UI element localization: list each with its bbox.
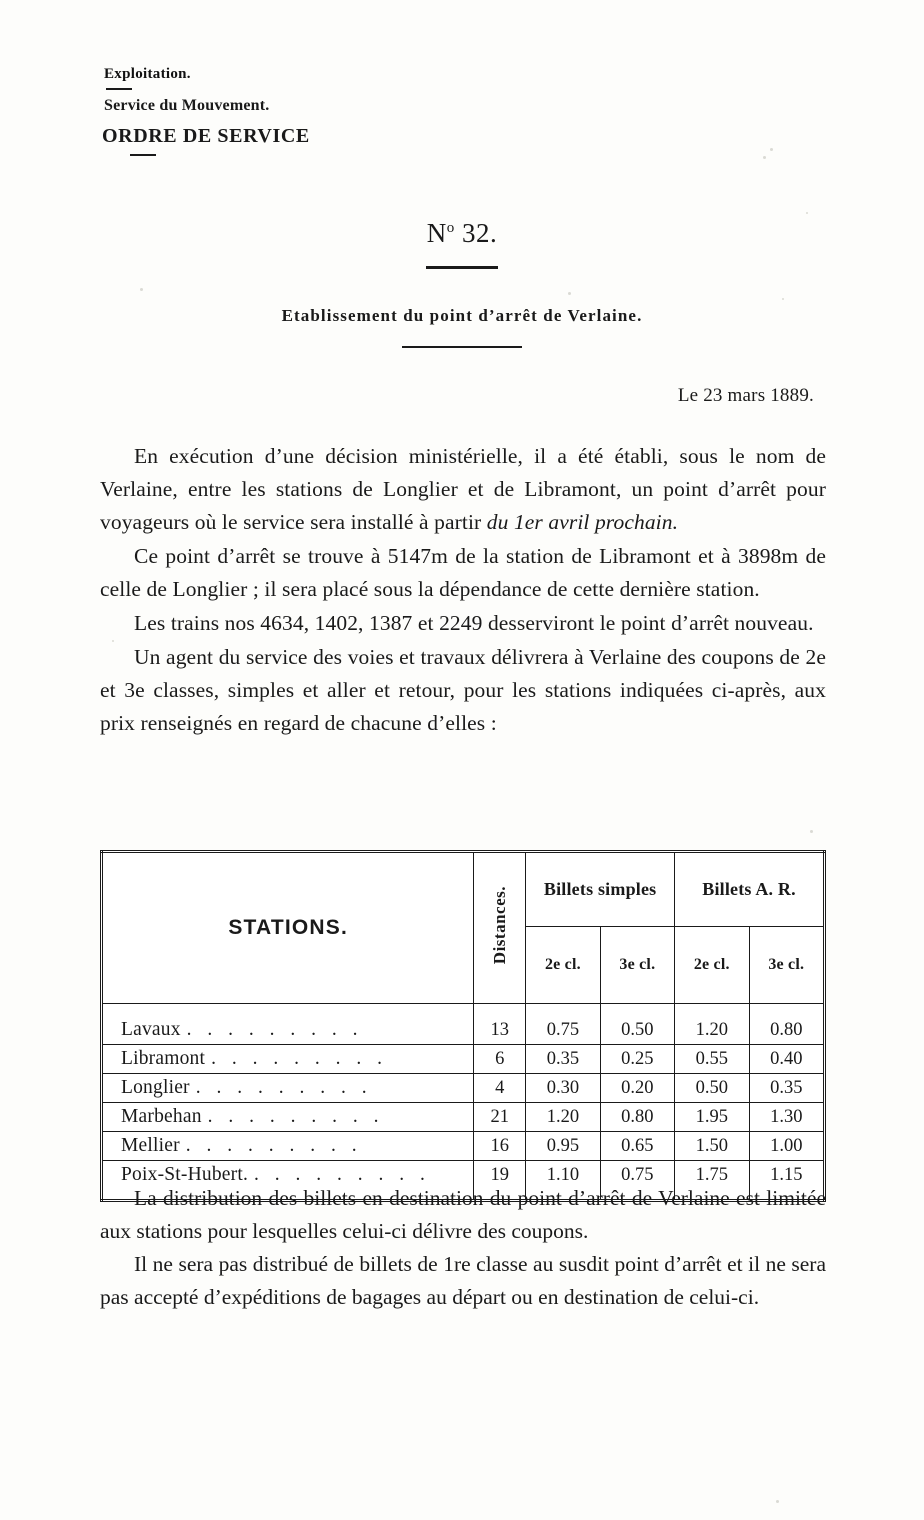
subject-divider <box>402 346 522 348</box>
header-simple-2e: 2e cl. <box>526 927 600 1004</box>
fare-table-body <box>102 1004 825 1201</box>
cell-ar-2e: 0.55 <box>675 1045 749 1074</box>
leader-dots: . . . . . . . . . <box>254 1164 431 1185</box>
header-stations: STATIONS. <box>102 852 474 1004</box>
document-header <box>104 66 824 156</box>
leader-dots: . . . . . . . . . <box>186 1019 364 1040</box>
leader-dots: . . . . . . . . . <box>211 1048 388 1069</box>
paper-speck <box>763 156 766 159</box>
station-name: Marbehan <box>121 1106 202 1127</box>
paragraph-4: Un agent du service des voies et travaux délivrera à Verlaine des coupons de 2e et 3e classes, simples et aller et retour, pour les stations indiquées ci-après, aux prix renseignés en regard de chacune d’elles : <box>100 645 826 735</box>
fare-table-wrapper <box>100 850 826 1202</box>
cell-simple-3e: 0.25 <box>600 1045 674 1074</box>
cell-simple-2e: 0.30 <box>526 1074 600 1103</box>
cell-ar-2e: 1.75 <box>675 1161 749 1201</box>
cell-station <box>102 1074 474 1103</box>
document-footer-text <box>100 1182 826 1314</box>
paper-speck <box>776 1500 779 1503</box>
header-simple-3e: 3e cl. <box>600 927 674 1004</box>
header-ordre-de-service: ORDRE DE SERVICE <box>102 125 310 147</box>
station-name: Lavaux <box>121 1019 181 1040</box>
header-billets-simples: Billets simples <box>526 852 675 927</box>
table-row <box>102 1103 825 1132</box>
header-divider-2 <box>130 154 156 156</box>
paper-speck <box>806 212 808 214</box>
station-name: Longlier <box>121 1077 190 1098</box>
fare-table <box>100 850 826 1202</box>
cell-ar-3e: 1.00 <box>749 1132 824 1161</box>
cell-ar-3e: 0.40 <box>749 1045 824 1074</box>
cell-ar-2e: 0.50 <box>675 1074 749 1103</box>
station-name: Mellier <box>121 1135 180 1156</box>
cell-ar-2e: 1.95 <box>675 1103 749 1132</box>
cell-simple-3e: 0.50 <box>600 1004 674 1045</box>
document-subject: Etablissement du point d’arrêt de Verlaine. <box>281 306 643 325</box>
cell-simple-2e: 0.35 <box>526 1045 600 1074</box>
cell-distance: 4 <box>474 1074 526 1103</box>
cell-ar-3e: 1.30 <box>749 1103 824 1132</box>
table-row <box>102 1132 825 1161</box>
paper-speck <box>810 830 813 833</box>
header-divider-1 <box>106 88 132 90</box>
leader-dots: . . . . . . . . . <box>185 1135 363 1156</box>
order-number-value: 32. <box>462 218 498 248</box>
paragraph-3: Les trains nos 4634, 1402, 1387 et 2249 desserviront le point d’arrêt nouveau. <box>134 611 814 635</box>
order-number <box>0 218 924 249</box>
document-body <box>100 440 826 740</box>
cell-ar-2e: 1.20 <box>675 1004 749 1045</box>
header-billets-ar: Billets A. R. <box>675 852 825 927</box>
paragraph-1-italic: du 1er avril prochain. <box>486 510 679 534</box>
cell-simple-2e: 0.75 <box>526 1004 600 1045</box>
leader-dots: . . . . . . . . . <box>195 1077 373 1098</box>
paragraph-1-text: En exécution d’une décision ministérielle, il a été établi, sous le nom de Verlaine, entre les stations de Longlier et de Libramont, un point d’arrêt pour voyageurs où le service sera installé à partir <box>100 444 826 534</box>
cell-simple-2e: 1.10 <box>526 1161 600 1201</box>
table-row <box>102 1004 825 1045</box>
cell-distance: 21 <box>474 1103 526 1132</box>
cell-simple-3e: 0.65 <box>600 1132 674 1161</box>
cell-distance: 16 <box>474 1132 526 1161</box>
table-row <box>102 1045 825 1074</box>
leader-dots: . . . . . . . . . <box>207 1106 385 1127</box>
paper-speck <box>568 292 571 295</box>
cell-distance: 13 <box>474 1004 526 1045</box>
fare-table-head <box>102 852 825 1004</box>
header-ar-3e: 3e cl. <box>749 927 824 1004</box>
header-ar-2e: 2e cl. <box>675 927 749 1004</box>
cell-simple-3e: 0.80 <box>600 1103 674 1132</box>
cell-station <box>102 1045 474 1074</box>
cell-ar-3e: 0.80 <box>749 1004 824 1045</box>
title-divider <box>426 266 498 269</box>
station-name: Libramont <box>121 1048 206 1069</box>
cell-station <box>102 1103 474 1132</box>
table-row <box>102 1074 825 1103</box>
cell-simple-3e: 0.20 <box>600 1074 674 1103</box>
cell-ar-3e: 0.35 <box>749 1074 824 1103</box>
header-exploitation: Exploitation. <box>104 66 191 82</box>
paragraph-5: La distribution des billets en destination du point d’arrêt de Verlaine est limitée aux stations pour lesquelles celui-ci délivre des coupons. <box>100 1186 826 1243</box>
cell-ar-2e: 1.50 <box>675 1132 749 1161</box>
header-distances-label: Distances. <box>489 886 509 965</box>
cell-distance: 6 <box>474 1045 526 1074</box>
cell-station <box>102 1132 474 1161</box>
header-service: Service du Mouvement. <box>104 97 270 114</box>
cell-distance: 19 <box>474 1161 526 1201</box>
header-distances <box>474 852 526 1004</box>
cell-ar-3e: 1.15 <box>749 1161 824 1201</box>
cell-simple-2e: 1.20 <box>526 1103 600 1132</box>
cell-station <box>102 1004 474 1045</box>
station-name: Poix-St-Hubert. <box>121 1164 249 1185</box>
cell-simple-2e: 0.95 <box>526 1132 600 1161</box>
order-number-sup: o <box>446 220 455 236</box>
paragraph-1 <box>100 440 826 539</box>
paragraph-6: Il ne sera pas distribué de billets de 1re classe au susdit point d’arrêt et il ne sera pas accepté d’expéditions de bagages au départ ou en destination de celui-ci. <box>100 1252 826 1309</box>
table-header-row-1 <box>102 852 825 927</box>
paragraph-2: Ce point d’arrêt se trouve à 5147m de la station de Libramont et à 3898m de celle de Longlier ; il sera placé sous la dépendance de cette dernière station. <box>100 544 826 601</box>
paper-speck <box>782 298 784 300</box>
order-number-prefix: N <box>426 218 447 248</box>
cell-simple-3e: 0.75 <box>600 1161 674 1201</box>
document-date: Le 23 mars 1889. <box>677 385 814 406</box>
paper-speck <box>140 288 143 291</box>
